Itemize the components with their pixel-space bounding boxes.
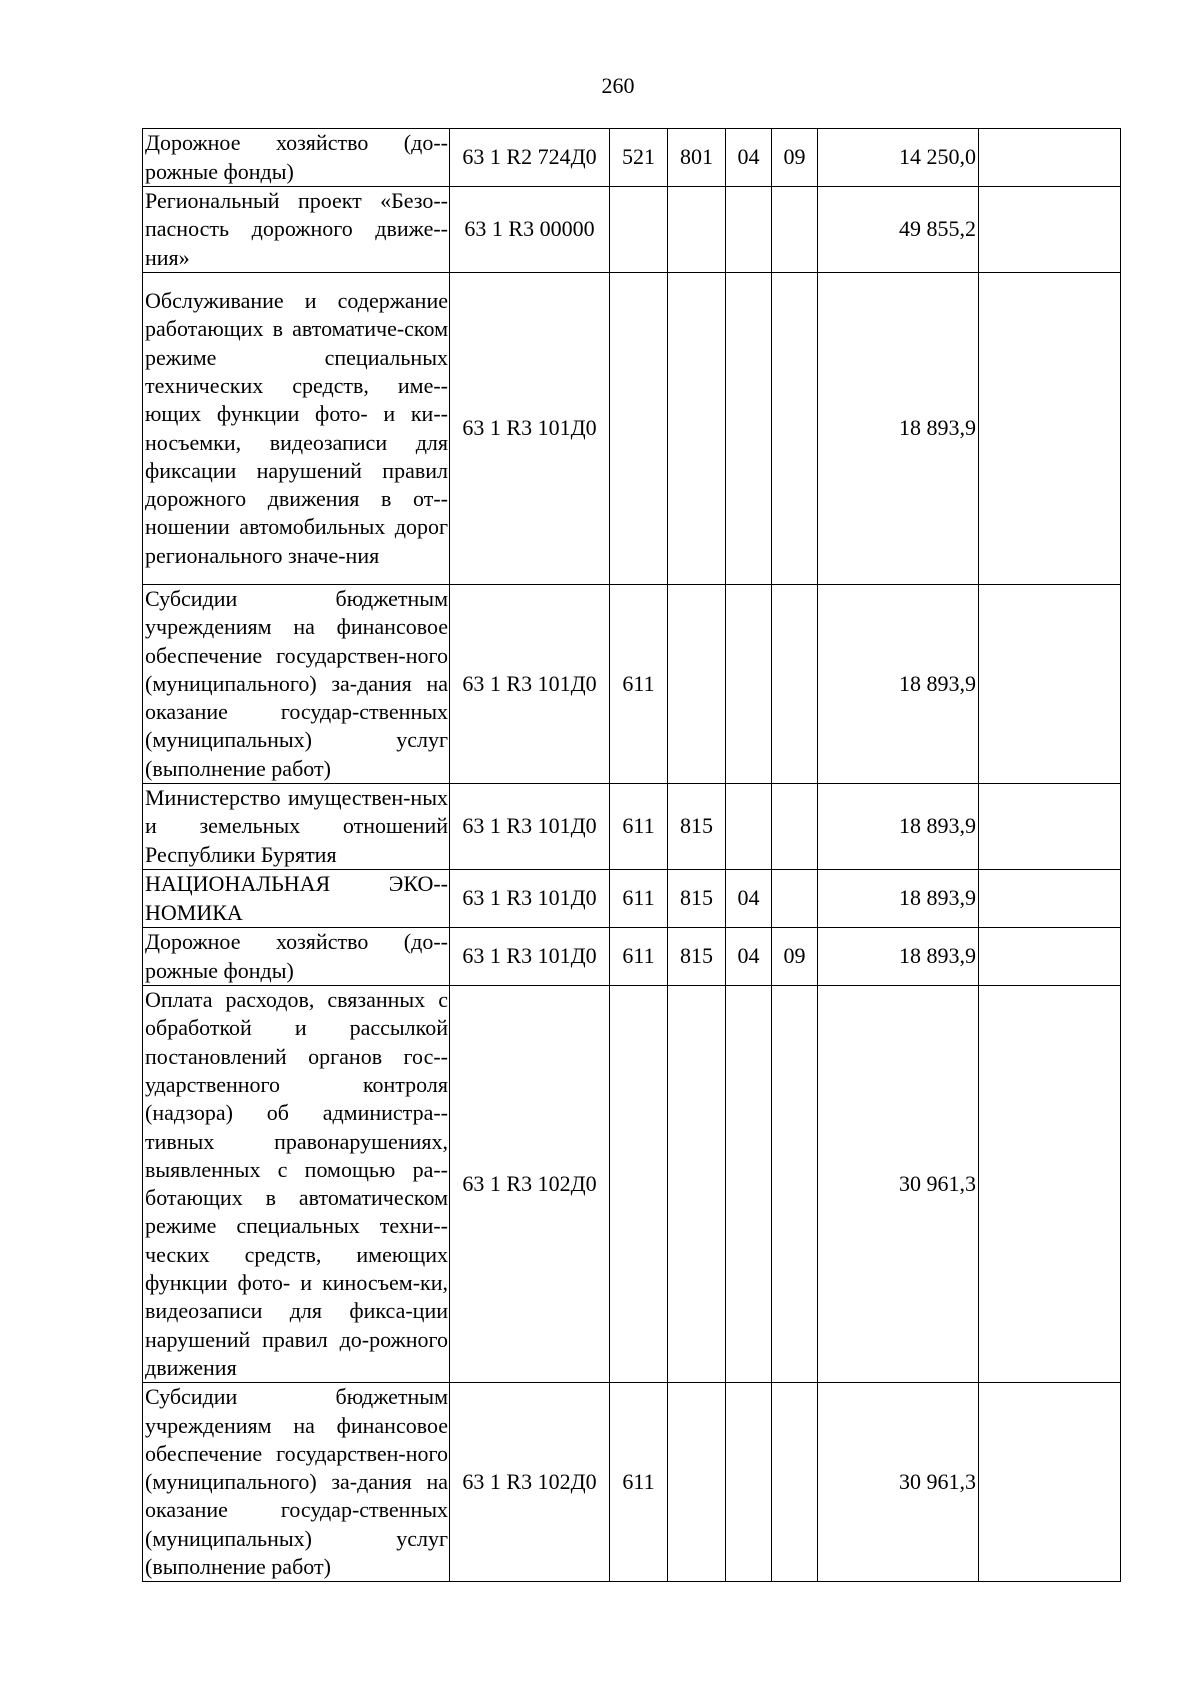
page-number: 260: [601, 73, 635, 98]
table-row: [143, 928, 1121, 986]
row-target-code: 63 1 R3 102Д0: [450, 1383, 610, 1582]
row-amount: 49 855,2: [818, 187, 979, 273]
row-section: [726, 784, 772, 870]
row-extra: [979, 928, 1121, 986]
row-subsection: [772, 1383, 818, 1582]
row-target-code: 63 1 R3 00000: [450, 187, 610, 273]
budget-table: [142, 128, 1121, 1582]
row-extra: [979, 585, 1121, 784]
row-extra: [979, 784, 1121, 870]
row-ministry-code: [668, 1383, 726, 1582]
row-amount: 18 893,9: [818, 273, 979, 585]
row-name: Министерство имуществен-ных и земельных отношений Республики Бурятия: [143, 784, 450, 870]
row-target-code: 63 1 R3 101Д0: [450, 928, 610, 986]
row-amount: 18 893,9: [818, 784, 979, 870]
row-name: Обслуживание и содержание работающих в автоматиче-ском режиме специальных технических средств, име-ющих функции фото- и ки-носъемки, видеозаписи для фиксации нарушений правил дорожного движения в от-ношении автомобильных дорог регионального значе-ния: [143, 273, 450, 585]
row-expense-type: 611: [610, 585, 668, 784]
row-expense-type: 611: [610, 784, 668, 870]
row-amount: 30 961,3: [818, 986, 979, 1383]
table-row: [143, 187, 1121, 273]
row-name: Дорожное хозяйство (до-рожные фонды): [143, 129, 450, 187]
row-expense-type: 611: [610, 870, 668, 928]
table-row: [143, 273, 1121, 585]
row-section: [726, 273, 772, 585]
row-ministry-code: 815: [668, 784, 726, 870]
row-ministry-code: [668, 585, 726, 784]
row-ministry-code: [668, 187, 726, 273]
row-amount: 18 893,9: [818, 928, 979, 986]
row-target-code: 63 1 R2 724Д0: [450, 129, 610, 187]
row-section: [726, 986, 772, 1383]
row-subsection: [772, 784, 818, 870]
row-subsection: [772, 273, 818, 585]
row-section: [726, 1383, 772, 1582]
row-subsection: 09: [772, 928, 818, 986]
row-ministry-code: 801: [668, 129, 726, 187]
row-amount: 14 250,0: [818, 129, 979, 187]
row-extra: [979, 1383, 1121, 1582]
row-extra: [979, 870, 1121, 928]
row-subsection: [772, 986, 818, 1383]
table-row: [143, 1383, 1121, 1582]
row-target-code: 63 1 R3 101Д0: [450, 870, 610, 928]
row-target-code: 63 1 R3 101Д0: [450, 784, 610, 870]
table-row: [143, 129, 1121, 187]
row-extra: [979, 187, 1121, 273]
row-subsection: 09: [772, 129, 818, 187]
table-row: [143, 784, 1121, 870]
row-expense-type: 611: [610, 928, 668, 986]
row-ministry-code: 815: [668, 870, 726, 928]
row-amount: 18 893,9: [818, 585, 979, 784]
row-section: 04: [726, 870, 772, 928]
row-expense-type: 611: [610, 1383, 668, 1582]
row-name: Оплата расходов, связанных с обработкой и рассылкой постановлений органов гос-ударственного контроля (надзора) об администра-тивных правонарушениях, выявленных с помощью ра-ботающих в автоматическом режиме специальных техни-ческих средств, имеющих функции фото- и киносъем-ки, видеозаписи для фикса-ции нарушений правил до-рожного движения: [143, 986, 450, 1383]
row-extra: [979, 129, 1121, 187]
row-expense-type: [610, 187, 668, 273]
row-target-code: 63 1 R3 101Д0: [450, 273, 610, 585]
row-extra: [979, 986, 1121, 1383]
row-section: [726, 585, 772, 784]
row-target-code: 63 1 R3 101Д0: [450, 585, 610, 784]
row-name: Субсидии бюджетным учреждениям на финансовое обеспечение государствен-ного (муниципального) за-дания на оказание государ-ственных (муниципальных) услуг (выполнение работ): [143, 1383, 450, 1582]
row-subsection: [772, 870, 818, 928]
row-target-code: 63 1 R3 102Д0: [450, 986, 610, 1383]
row-expense-type: [610, 273, 668, 585]
row-subsection: [772, 585, 818, 784]
row-amount: 30 961,3: [818, 1383, 979, 1582]
row-name: Дорожное хозяйство (до-рожные фонды): [143, 928, 450, 986]
row-ministry-code: [668, 986, 726, 1383]
row-subsection: [772, 187, 818, 273]
row-section: 04: [726, 928, 772, 986]
row-name: Региональный проект «Безо-пасность дорожного движе-ния»: [143, 187, 450, 273]
row-extra: [979, 273, 1121, 585]
row-name: Субсидии бюджетным учреждениям на финансовое обеспечение государствен-ного (муниципального) за-дания на оказание государ-ственных (муниципальных) услуг (выполнение работ): [143, 585, 450, 784]
row-ministry-code: 815: [668, 928, 726, 986]
row-name: НАЦИОНАЛЬНАЯ ЭКО-НОМИКА: [143, 870, 450, 928]
row-expense-type: 521: [610, 129, 668, 187]
row-amount: 18 893,9: [818, 870, 979, 928]
table-row: [143, 870, 1121, 928]
row-section: [726, 187, 772, 273]
row-expense-type: [610, 986, 668, 1383]
table-row: [143, 986, 1121, 1383]
table-row: [143, 585, 1121, 784]
row-section: 04: [726, 129, 772, 187]
row-ministry-code: [668, 273, 726, 585]
